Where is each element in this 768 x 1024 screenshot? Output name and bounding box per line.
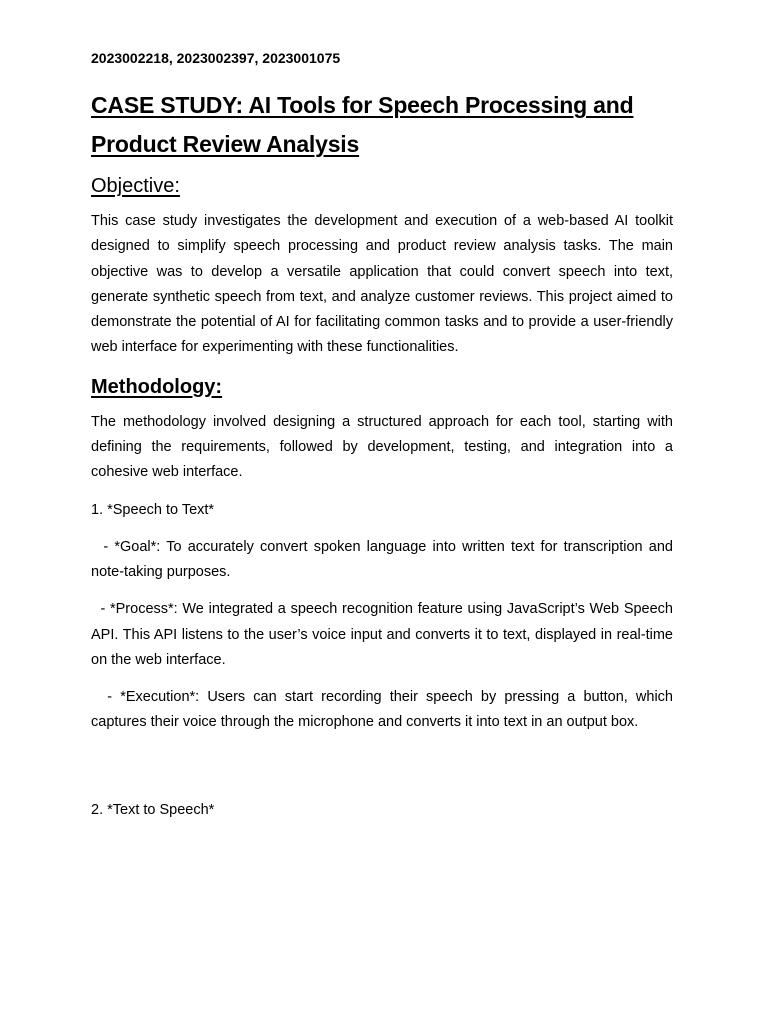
objective-paragraph: This case study investigates the development and execution of a web-based AI toolkit designed to simplify speech processing and product review analysis tasks. The main objective was to develop a versatile application that could convert speech into text, generate synthetic speech from text, and analyze customer reviews. This project aimed to demonstrate the potential of AI for facilitating common tasks and to provide a user-friendly web interface for experimenting with these functionalities. — [91, 213, 673, 356]
document-title: CASE STUDY: AI Tools for Speech Processing and Product Review Analysis — [91, 92, 634, 157]
document-page — [91, 48, 678, 835]
objective-heading: Objective: — [91, 175, 180, 197]
methodology-heading: Methodology: — [91, 375, 223, 398]
speech-to-text-execution: - *Execution*: Users can start recording their speech by pressing a button, which captures their voice through the microphone and converts it into text in an output box. — [91, 689, 678, 731]
speech-to-text-goal: - *Goal*: To accurately convert spoken language into written text for transcription and note-taking purposes. — [91, 538, 678, 580]
methodology-intro: The methodology involved designing a structured approach for each tool, starting with defining the requirements, followed by development, testing, and integration into a cohesive web interface. — [91, 413, 673, 481]
section-spacer — [91, 748, 673, 798]
student-ids: 2023002218, 2023002397, 2023001075 — [91, 50, 341, 66]
text-to-speech-title: 2. *Text to Speech* — [91, 801, 215, 818]
speech-to-text-process: - *Process*: We integrated a speech recognition feature using JavaScript’s Web Speech API. This API listens to the user’s voice input and converts it to text, displayed in real-time on the web interface. — [91, 601, 678, 668]
speech-to-text-title: 1. *Speech to Text* — [91, 501, 215, 518]
